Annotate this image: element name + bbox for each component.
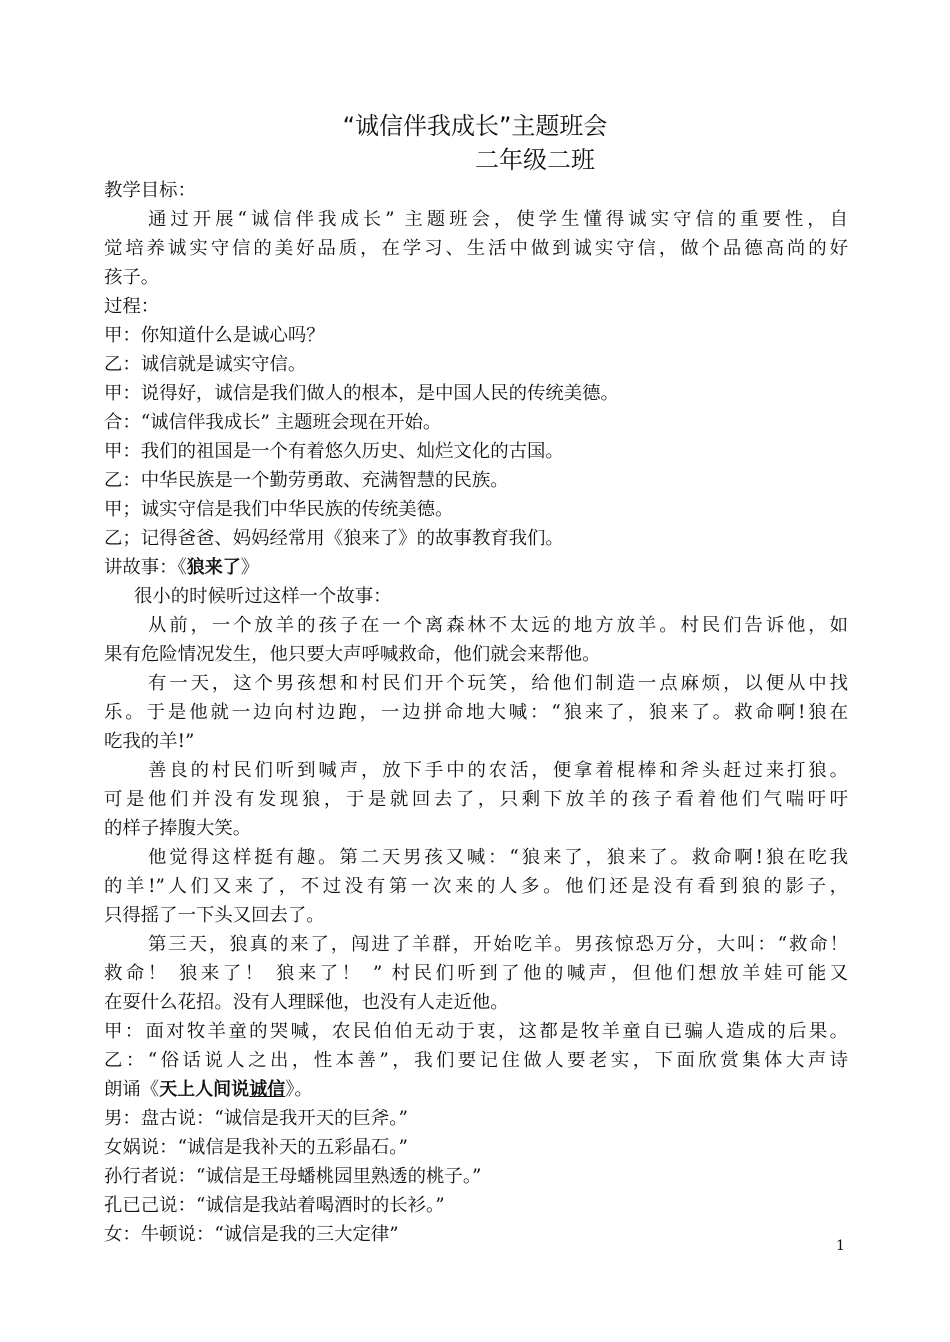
text-line: 只得摇了一下头又回去了。: [104, 905, 325, 926]
text-line: 女娲说：“诚信是我补天的五彩晶石。”: [104, 1137, 408, 1158]
text-line: 孙行者说：“诚信是王母蟠桃园里熟透的桃子。”: [104, 1166, 482, 1187]
page-number: 1: [836, 1238, 845, 1254]
text-line: 男：盘古说：“诚信是我开天的巨斧。”: [104, 1108, 408, 1129]
text-line: 女：牛顿说：“诚信是我的三大定律”: [104, 1224, 399, 1245]
text-line: 很小的时候听过这样一个故事：: [134, 586, 392, 607]
text-line: 救命！ 狼来了！ 狼来了！ ” 村民们听到了他的喊声，但他们想放羊娃可能又: [104, 963, 848, 984]
text-line: 可是他们并没有发现狼，于是就回去了，只剩下放羊的孩子看着他们气喘吁吁: [104, 789, 848, 810]
text-line: 的样子捧腹大笑。: [104, 818, 252, 839]
text-line: 吃我的羊!”: [104, 731, 195, 752]
story-heading-prefix: 讲故事：《: [104, 557, 187, 578]
text-line: 过程：: [104, 296, 160, 317]
text-line: 他觉得这样挺有趣。第二天男孩又喊：“狼来了，狼来了。救命啊!狼在吃我: [148, 847, 848, 868]
document-body: [104, 176, 848, 1249]
poem-title-underlined: 诚信: [249, 1079, 286, 1100]
text-line: 甲：面对牧羊童的哭喊，农民伯伯无动于衷，这都是牧羊童自已骗人造成的后果。: [104, 1021, 848, 1042]
text-line: 果有危险情况发生，他只要大声呼喊救命，他们就会来帮他。: [104, 644, 601, 665]
text-line: 乙：“俗话说人之出，性本善”，我们要记住做人要老实，下面欣赏集体大声诗: [104, 1050, 848, 1071]
text-line: 甲；诚实守信是我们中华民族的传统美德。: [104, 499, 454, 520]
text-line: 乙：诚信就是诚实守信。: [104, 354, 307, 375]
text-line: 乙：中华民族是一个勤劳勇敢、充满智慧的民族。: [104, 470, 509, 491]
text-line: 觉培养诚实守信的美好品质，在学习、生活中做到诚实守信，做个品德高尚的好: [104, 238, 848, 259]
text-line: 从前，一个放羊的孩子在一个离森林不太远的地方放羊。村民们告诉他，如: [148, 615, 848, 636]
text-line: 第三天，狼真的来了，闯进了羊群，开始吃羊。男孩惊恐万分，大叫：“救命！: [148, 934, 848, 955]
document-subtitle: 二年级二班: [475, 146, 595, 174]
text-line: 合：“诚信伴我成长” 主题班会现在开始。: [104, 412, 442, 433]
text-line: 的羊!”人们又来了，不过没有第一次来的人多。他们还是没有看到狼的影子，: [104, 876, 848, 897]
document-title: “诚信伴我成长”主题班会: [342, 112, 608, 140]
poem-heading-prefix: 朗诵《: [104, 1079, 160, 1100]
poem-title-part: 天上人间说: [159, 1079, 250, 1100]
text-line: 甲：说得好，诚信是我们做人的根本，是中国人民的传统美德。: [104, 383, 619, 404]
text-line: 孩子。: [104, 267, 160, 288]
text-line: 乙；记得爸爸、妈妈经常用《狼来了》的故事教育我们。: [104, 528, 564, 549]
story-heading-suffix: 》: [240, 557, 260, 578]
text-line: 甲：我们的祖国是一个有着悠久历史、灿烂文化的古国。: [104, 441, 564, 462]
text-line: 善良的村民们听到喊声，放下手中的农活，便拿着棍棒和斧头赶过来打狼。: [148, 760, 848, 781]
text-line: 乐。于是他就一边向村边跑，一边拼命地大喊：“狼来了，狼来了。救命啊!狼在: [104, 702, 848, 723]
text-line: 孔已己说：“诚信是我站着喝酒时的长衫。”: [104, 1195, 445, 1216]
text-line: 在耍什么花招。没有人理睬他，也没有人走近他。: [104, 992, 509, 1013]
text-line: 甲：你知道什么是诚心吗？: [104, 325, 325, 346]
poem-heading-suffix: 》。: [285, 1079, 313, 1100]
story-title: 狼来了: [186, 557, 241, 578]
poem-heading: [104, 1075, 848, 1104]
text-line: 有一天，这个男孩想和村民们开个玩笑，给他们制造一点麻烦，以便从中找: [148, 673, 848, 694]
text-line: 教学目标：: [104, 180, 196, 201]
story-heading: [104, 553, 848, 582]
text-line: 通过开展“诚信伴我成长” 主题班会，使学生懂得诚实守信的重要性，自: [148, 209, 848, 230]
